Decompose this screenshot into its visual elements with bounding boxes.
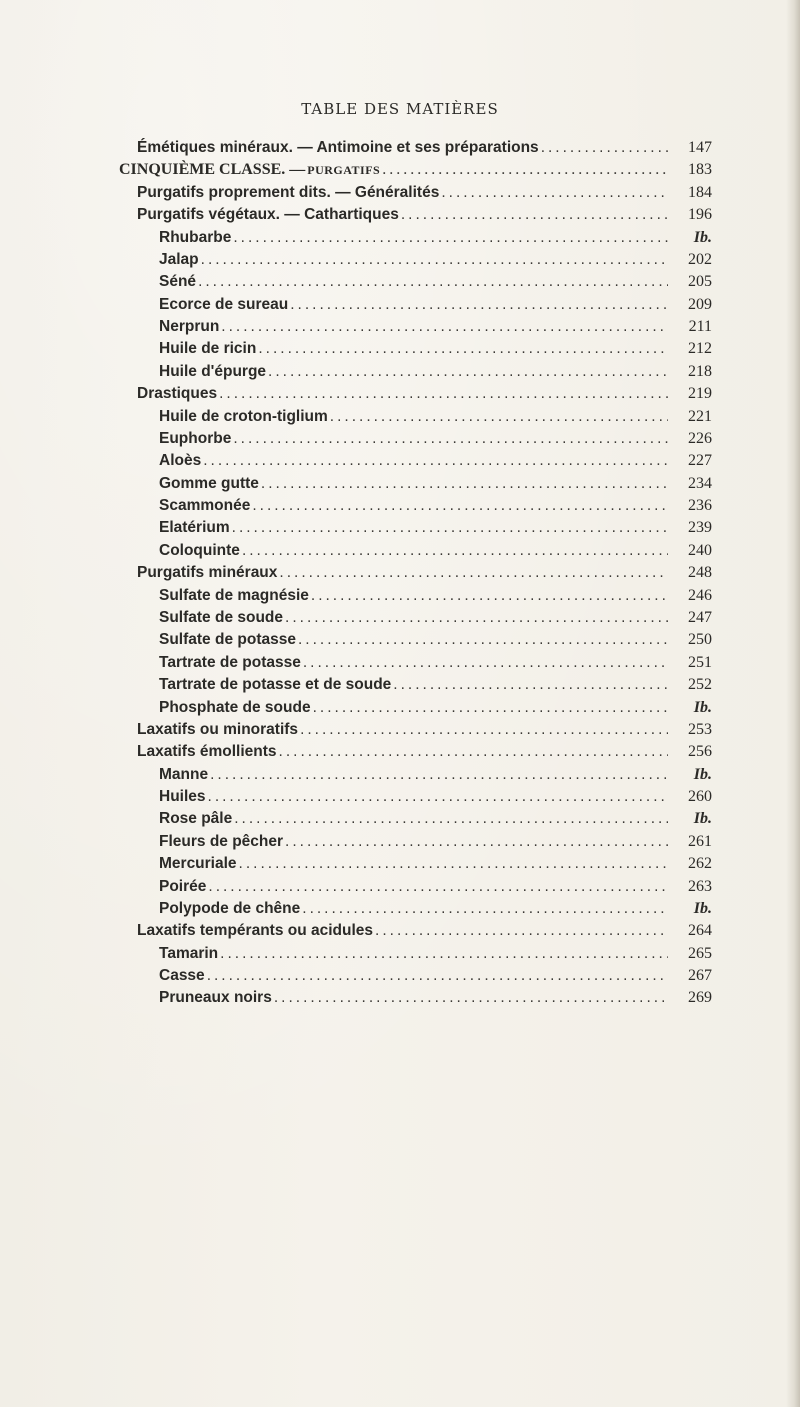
- toc-page-number: Ib.: [693, 810, 712, 828]
- toc-page-number: 227: [688, 452, 712, 470]
- toc-entry: [159, 831, 712, 853]
- toc-page-number: Ib.: [693, 899, 712, 917]
- dot-leader: [441, 182, 668, 204]
- toc-page-number: 265: [688, 944, 712, 962]
- toc-page-number: 267: [688, 967, 712, 985]
- dot-leader: [220, 943, 668, 965]
- dot-leader: [279, 562, 668, 584]
- dot-leader: [233, 428, 668, 450]
- dot-leader: [258, 338, 668, 360]
- toc-page-number: 209: [688, 295, 712, 313]
- toc-entry-label: Polypode de chêne: [159, 899, 301, 917]
- toc-entry-label: Purgatifs minéraux: [137, 564, 278, 582]
- dot-leader: [232, 517, 668, 539]
- toc-entry: [159, 876, 712, 898]
- toc-entry-label: Fleurs de pêcher: [159, 832, 284, 850]
- toc-page-number: 253: [688, 720, 712, 738]
- toc-page-number: 264: [688, 922, 712, 940]
- dot-leader: [302, 898, 668, 920]
- toc-entry-label: Laxatifs émollients: [137, 743, 277, 761]
- toc-page-number: 147: [688, 139, 712, 156]
- dot-leader: [234, 808, 668, 830]
- toc-entry-label: Elatérium: [159, 519, 230, 537]
- toc-entry-label: Huile de croton-tiglium: [159, 407, 328, 425]
- page-edge-shadow: [786, 0, 800, 1407]
- toc-entry-label: Phosphate de soude: [159, 698, 311, 716]
- toc-entry: [159, 406, 712, 428]
- toc-entry: [137, 920, 712, 942]
- toc-entry-label: Drastiques: [137, 385, 218, 403]
- dot-leader: [203, 450, 668, 472]
- toc-page-number: 196: [688, 206, 712, 224]
- toc-entry: [159, 316, 712, 338]
- dot-leader: [198, 271, 668, 293]
- dot-leader: [208, 786, 668, 808]
- toc-entry: [159, 495, 712, 517]
- toc-entry: [159, 674, 712, 696]
- toc-entry: [137, 204, 712, 226]
- toc-entry-label: Poirée: [159, 877, 207, 895]
- toc-page-number: 250: [688, 631, 712, 649]
- toc-entry-label: Casse: [159, 967, 205, 985]
- dot-leader: [221, 316, 668, 338]
- toc-entry-label: Purgatifs végétaux. — Cathartiques: [137, 206, 399, 224]
- toc-entry: [159, 450, 712, 472]
- toc-page-number: 218: [688, 362, 712, 380]
- page-header: TABLE DES MATIÈRES: [301, 100, 499, 118]
- dot-leader: [401, 204, 668, 226]
- toc-entry-label: CINQUIÈME CLASSE. —: [119, 161, 306, 179]
- toc-page-number: 205: [688, 273, 712, 291]
- toc-page-number: 260: [688, 788, 712, 806]
- toc-page-number: 246: [688, 586, 712, 604]
- toc-page-number: 226: [688, 429, 712, 447]
- toc-entry-label: Pruneaux noirs: [159, 989, 272, 1007]
- toc-entry: [159, 428, 712, 450]
- toc-entry-label: Laxatifs ou minoratifs: [137, 720, 299, 738]
- toc-entry: [159, 540, 712, 562]
- dot-leader: [210, 764, 668, 786]
- toc-entry-label: Tartrate de potasse et de soude: [159, 676, 392, 694]
- toc-entry: [137, 562, 712, 584]
- toc-entry-label: Mercuriale: [159, 855, 237, 873]
- toc-page-number: 247: [688, 608, 712, 626]
- toc-entry: [159, 361, 712, 383]
- toc-entry: [159, 585, 712, 607]
- toc-entry-label: Purgatifs proprement dits. — Généralités: [137, 183, 440, 201]
- toc-page-number: 184: [688, 183, 712, 201]
- toc-entry: [119, 159, 712, 181]
- dot-leader: [279, 741, 668, 763]
- toc-entry-label: Tartrate de potasse: [159, 653, 301, 671]
- toc-entry-label: Séné: [159, 273, 197, 291]
- dot-leader: [311, 585, 668, 607]
- toc-entry: [159, 294, 712, 316]
- toc-entry: [137, 383, 712, 405]
- toc-entry-label: Jalap: [159, 250, 199, 268]
- dot-leader: [541, 137, 668, 159]
- dot-leader: [330, 406, 668, 428]
- toc-entry: [159, 965, 712, 987]
- toc-entry: [137, 741, 712, 763]
- toc-entry-label: Sulfate de potasse: [159, 631, 296, 649]
- toc-page-number: 252: [688, 676, 712, 694]
- dot-leader: [208, 876, 668, 898]
- toc-entry-label: Sulfate de soude: [159, 608, 284, 626]
- toc-page-number: 236: [688, 497, 712, 515]
- toc-entry: [159, 786, 712, 808]
- toc-page-number: 261: [688, 832, 712, 850]
- toc-entry: [137, 137, 712, 159]
- toc-entry-label: Laxatifs tempérants ou acidules: [137, 922, 374, 940]
- toc-entry: [137, 719, 712, 741]
- toc-entry: [159, 249, 712, 271]
- dot-leader: [298, 629, 668, 651]
- toc-entry: [159, 808, 712, 830]
- toc-entry: [137, 182, 712, 204]
- toc-page-number: 234: [688, 474, 712, 492]
- toc-page-number: 251: [688, 653, 712, 671]
- dot-leader: [268, 361, 668, 383]
- dot-leader: [201, 249, 668, 271]
- toc-page-number: 211: [688, 318, 712, 336]
- toc-entry-label: Coloquinte: [159, 541, 240, 559]
- toc-page-number: Ib.: [693, 765, 712, 783]
- dot-leader: [375, 920, 668, 942]
- toc-entry-label: Tamarin: [159, 944, 219, 962]
- toc-page-number: Ib.: [693, 228, 712, 246]
- toc-page-number: 263: [688, 877, 712, 895]
- toc-entry: [159, 943, 712, 965]
- toc-entry: [159, 898, 712, 920]
- toc-entry: [159, 853, 712, 875]
- dot-leader: [219, 383, 668, 405]
- dot-leader: [290, 294, 668, 316]
- toc-entry: [159, 227, 712, 249]
- toc-page-number: 219: [688, 385, 712, 403]
- toc-entry-label: Nerprun: [159, 318, 220, 336]
- toc-entry-label: Huiles: [159, 788, 206, 806]
- toc-entry: [159, 764, 712, 786]
- toc-page-number: 240: [688, 541, 712, 559]
- dot-leader: [300, 719, 668, 741]
- dot-leader: [239, 853, 668, 875]
- dot-leader: [393, 674, 668, 696]
- toc-entry: [159, 987, 712, 1009]
- dot-leader: [207, 965, 668, 987]
- toc-entry: [159, 652, 712, 674]
- toc-page-number: 269: [688, 989, 712, 1007]
- toc-entry-label-smallcaps: PURGATIFS: [307, 163, 381, 178]
- toc-entry-label: Ecorce de sureau: [159, 295, 289, 313]
- toc-entry-label: Rhubarbe: [159, 228, 232, 246]
- toc-entry: [159, 607, 712, 629]
- toc-entry: [159, 271, 712, 293]
- toc-page-number: 212: [688, 340, 712, 358]
- toc-page-number: Ib.: [693, 698, 712, 716]
- dot-leader: [252, 495, 668, 517]
- toc-page-number: 183: [688, 161, 712, 179]
- toc-page-number: 221: [688, 407, 712, 425]
- toc-entry: [159, 473, 712, 495]
- dot-leader: [303, 652, 668, 674]
- toc-entry-label: Aloès: [159, 452, 202, 470]
- toc-entry: [159, 697, 712, 719]
- dot-leader: [285, 607, 668, 629]
- dot-leader: [233, 227, 668, 249]
- dot-leader: [274, 987, 668, 1009]
- toc-entry: [159, 517, 712, 539]
- toc-entry-label: Sulfate de magnésie: [159, 586, 309, 604]
- dot-leader: [242, 540, 668, 562]
- toc-entry-label: Manne: [159, 765, 209, 783]
- toc-page-number: 202: [688, 250, 712, 268]
- dot-leader: [382, 159, 668, 181]
- dot-leader: [285, 831, 668, 853]
- toc-entry-label: Euphorbe: [159, 429, 232, 447]
- toc-page-number: 239: [688, 519, 712, 537]
- toc-entry-label: Huile de ricin: [159, 340, 257, 358]
- toc-page-number: 248: [688, 564, 712, 582]
- toc-entry: [159, 338, 712, 360]
- toc-entry-label: Rose pâle: [159, 810, 233, 828]
- dot-leader: [261, 473, 668, 495]
- toc-entry-label: Scammonée: [159, 497, 251, 515]
- toc-entry-label: Émétiques minéraux. — Antimoine et ses préparations: [137, 139, 539, 156]
- dot-leader: [313, 697, 668, 719]
- toc-entry-label: Gomme gutte: [159, 474, 259, 492]
- toc-page-number: 256: [688, 743, 712, 761]
- toc-entry-label: Huile d'épurge: [159, 362, 267, 380]
- toc-page-number: 262: [688, 855, 712, 873]
- toc-entry: [159, 629, 712, 651]
